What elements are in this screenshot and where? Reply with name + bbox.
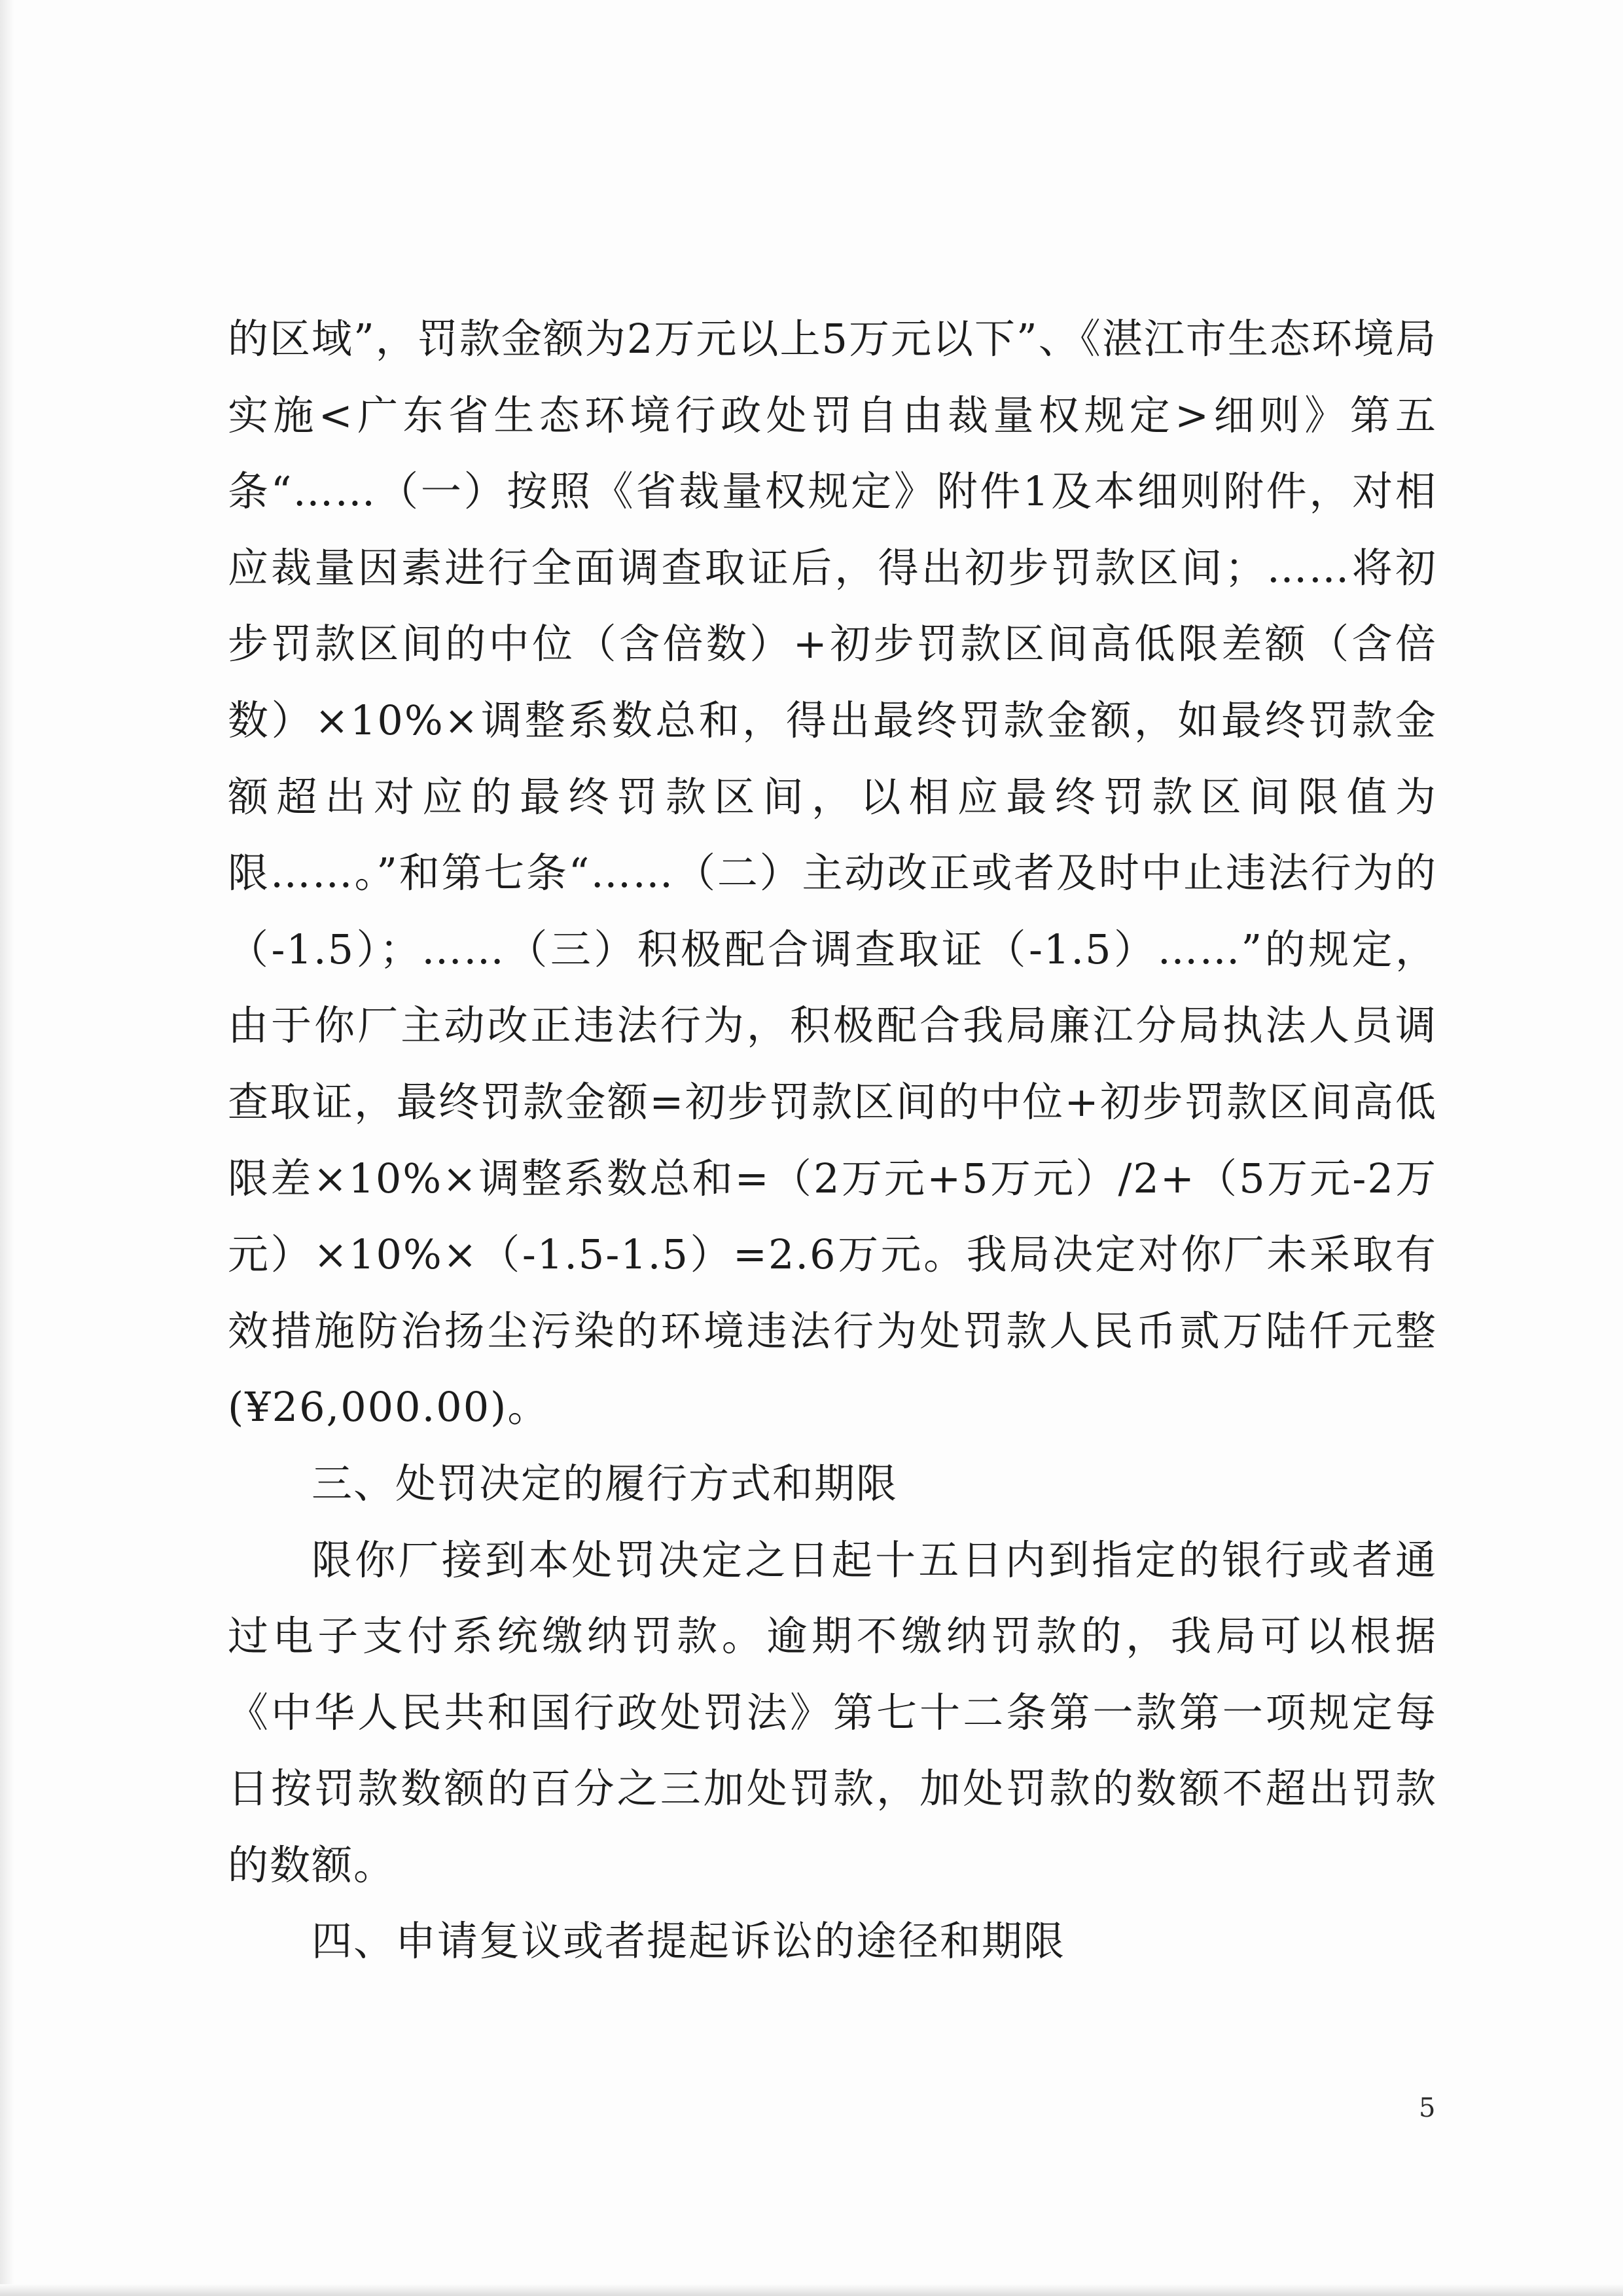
page-number: 5 bbox=[1419, 2093, 1436, 2123]
document-body bbox=[228, 301, 1437, 1980]
body-paragraph-penalty-calculation: 的区域”，罚款金额为2万元以上5万元以下”、《湛江市生态环境局实施<广东省生态环境行政处罚自由裁量权规定>细则》第五条“……（一）按照《省裁量权规定》附件1及本细则附件，对相应裁量因素进行全面调查取证后，得出初步罚款区间；……将初步罚款区间的中位（含倍数）+初步罚款区间高低限差额（含倍数）×10%×调整系数总和，得出最终罚款金额，如最终罚款金额超出对应的最终罚款区间，以相应最终罚款区间限值为限……。”和第七条“……（二）主动改正或者及时中止违法行为的（-1.5）；……（三）积极配合调查取证（-1.5）……”的规定，由于你厂主动改正违法行为，积极配合我局廉江分局执法人员调查取证，最终罚款金额=初步罚款区间的中位+初步罚款区间高低限差×10%×调整系数总和=（2万元+5万元）/2+（5万元-2万元）×10%×（-1.5-1.5）=2.6万元。我局决定对你厂未采取有效措施防治扬尘污染的环境违法行为处罚款人民币贰万陆仟元整(¥26,000.00)。 bbox=[228, 315, 1437, 1431]
section-heading-appeal: 四、申请复议或者提起诉讼的途径和期限 bbox=[312, 1917, 1066, 1965]
section-heading-performance: 三、处罚决定的履行方式和期限 bbox=[312, 1459, 899, 1507]
scan-shadow-left bbox=[0, 0, 14, 2296]
body-paragraph-payment-terms: 限你厂接到本处罚决定之日起十五日内到指定的银行或者通过电子支付系统缴纳罚款。逾期不缴纳罚款的，我局可以根据《中华人民共和国行政处罚法》第七十二条第一款第一项规定每日按罚款数额的百分之三加处罚款，加处罚款的数额不超出罚款的数额。 bbox=[228, 1535, 1437, 1889]
scan-shadow-bottom bbox=[0, 2284, 1623, 2296]
